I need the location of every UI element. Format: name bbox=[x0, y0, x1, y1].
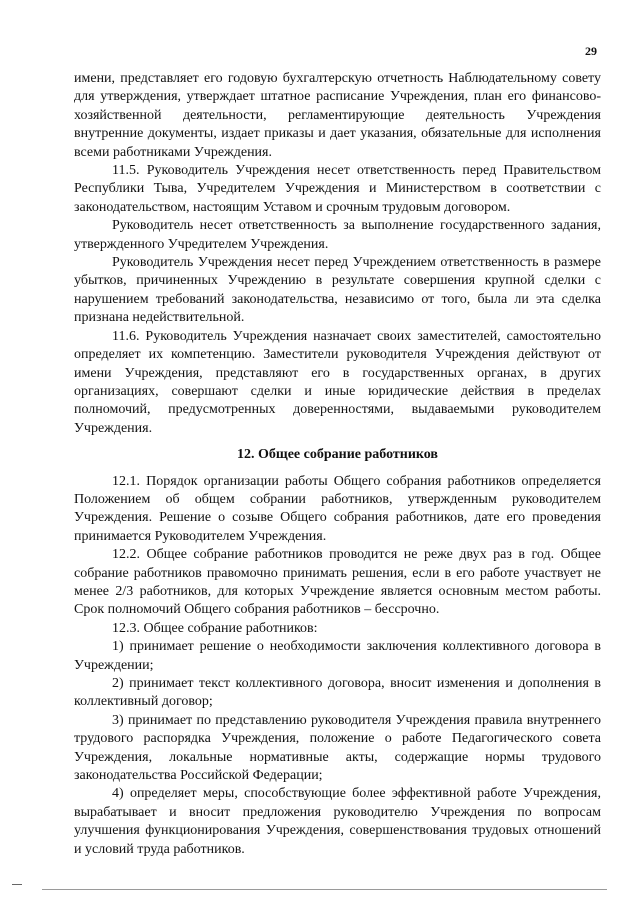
scan-mark bbox=[12, 884, 22, 885]
footer-rule bbox=[42, 889, 607, 890]
section-heading: 12. Общее собрание работников bbox=[236, 447, 438, 463]
paragraph: 12.1. Порядок организации работы Общего собрания работников определяется Положением об общем собрании работников, утвержденным руководителем Учреждения. Решение о созыве Общего собрания работников, дате его проведения принимается Руководителем Учреждения. bbox=[74, 473, 601, 544]
list-item: 2) принимает текст коллективного договора, вносит изменения и дополнения в коллективный договор; bbox=[74, 676, 601, 710]
page-number: 29 bbox=[585, 44, 597, 58]
list-item: 3) принимает по представлению руководителя Учреждения правила внутреннего трудового распорядка Учреждения, положение о работе Педагогического совета Учреждения, локальные нормативные акты, содержащие нормы трудового законодательства Российской Федерации; bbox=[74, 712, 601, 784]
paragraph: 12.2. Общее собрание работников проводится не реже двух раз в год. Общее собрание работников правомочно принимать решения, если в его работе участвует не менее 2/3 работников, для которых Учреждение является основным местом работы. Срок полномочий Общего собрания работников – бессрочно. bbox=[74, 547, 601, 618]
list-item: 4) определяет меры, способствующие более эффективной работе Учреждения, вырабатывает и вносит предложения руководителю Учреждения по вопросам улучшения функционирования Учреждения, совершенствования трудовых отношений и условий труда работников. bbox=[74, 786, 601, 857]
paragraph: Руководитель несет ответственность за выполнение государственного задания, утвержденного Учредителем Учреждения. bbox=[74, 218, 601, 252]
list-item: 1) принимает решение о необходимости заключения коллективного договора в Учреждении; bbox=[74, 639, 601, 673]
document-body bbox=[74, 70, 601, 859]
paragraph: 11.6. Руководитель Учреждения назначает своих заместителей, самостоятельно определяет их компетенцию. Заместители руководителя Учреждения действуют от имени Учреждения, представляют его в государственных органах, в других организациях, совершают сделки и иные юридические действия в пределах полномочий, предусмотренных доверенностями, выдаваемыми руководителем Учреждения. bbox=[74, 328, 601, 436]
paragraph: имени, представляет его годовую бухгалтерскую отчетность Наблюдательному совету для утверждения, утверждает штатное расписание Учреждения, план его финансово-хозяйственной деятельности, регламентирующие деятельность Учреждения внутренние документы, издает приказы и дает указания, обязательные для исполнения всеми работниками Учреждения. bbox=[74, 71, 601, 160]
paragraph: 11.5. Руководитель Учреждения несет ответственность перед Правительством Республики Тыва, Учредителем Учреждения и Министерством в соответствии с законодательством, настоящим Уставом и срочным трудовым договором. bbox=[74, 163, 601, 215]
paragraph: 12.3. Общее собрание работников: bbox=[112, 620, 318, 636]
paragraph: Руководитель Учреждения несет перед Учреждением ответственность в размере убытков, причиненных Учреждению в результате совершения крупной сделки с нарушением требований законодательства, независимо от того, была ли эта сделка признана недействительной. bbox=[74, 255, 601, 326]
